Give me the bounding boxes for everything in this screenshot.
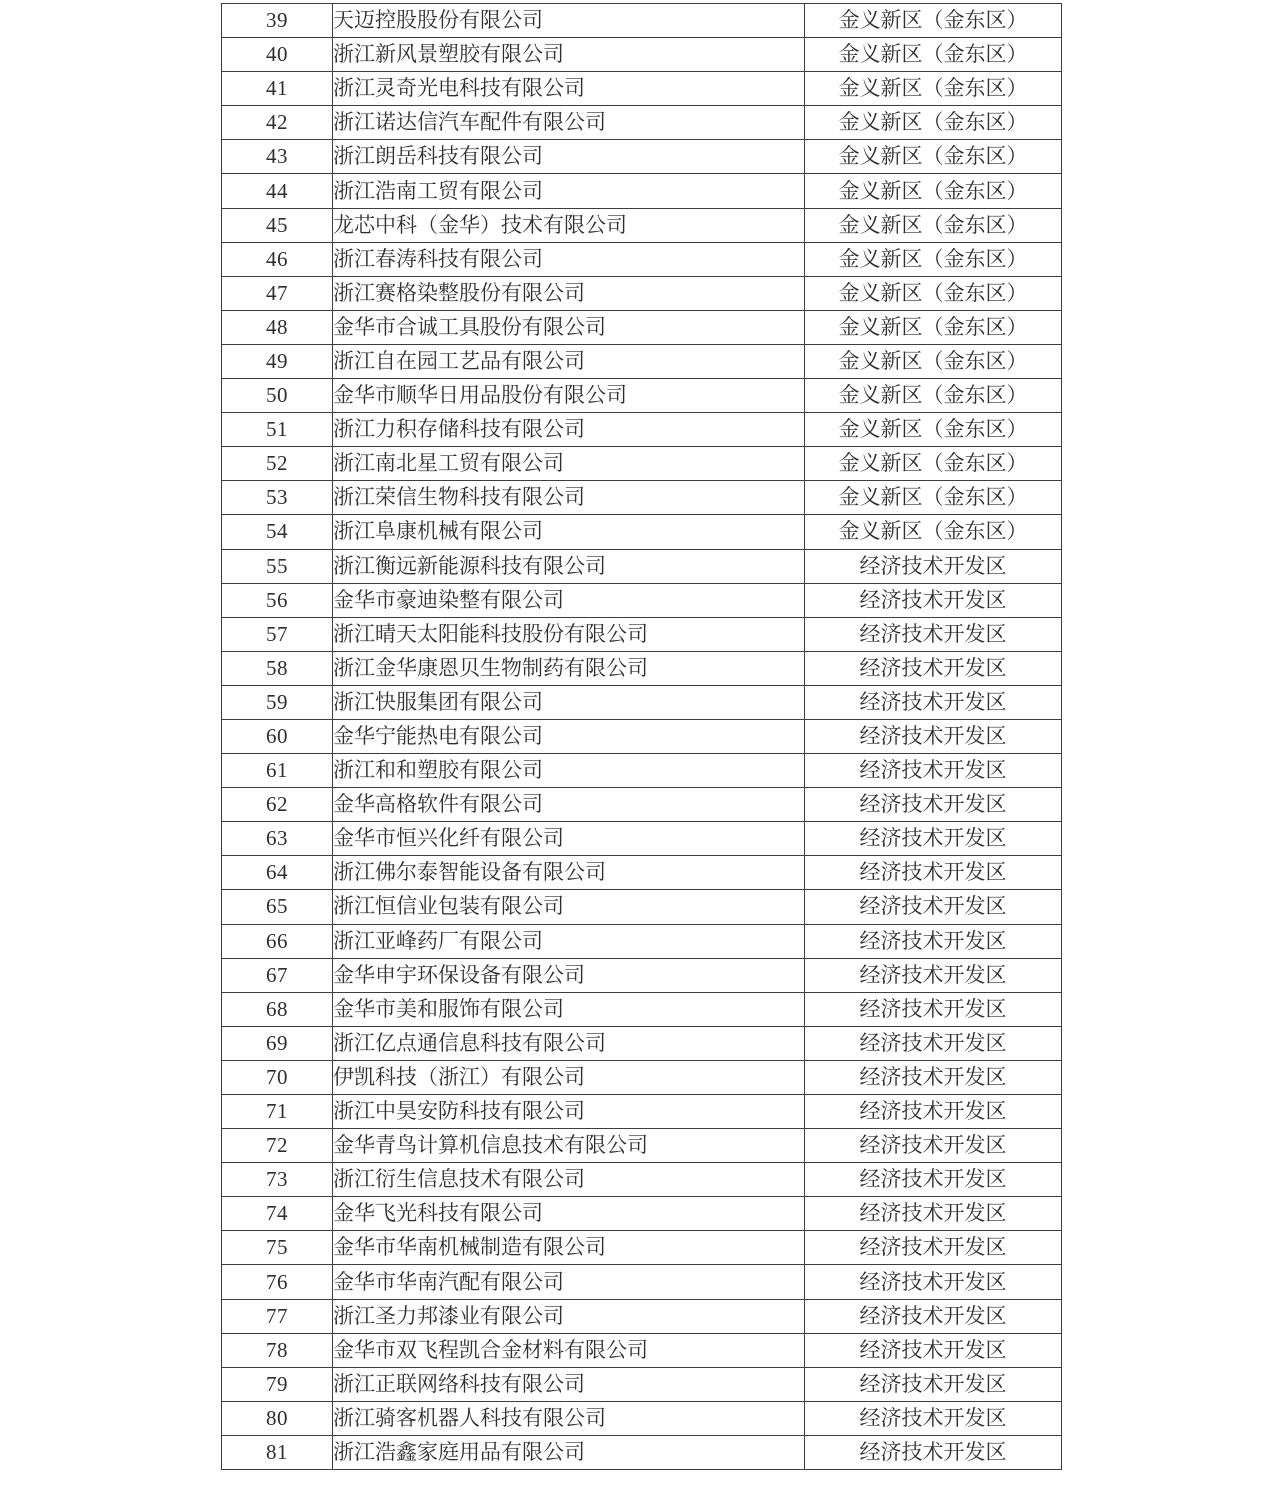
district-name-cell: 金义新区（金东区）: [805, 4, 1062, 38]
company-name-cell: 浙江自在园工艺品有限公司: [333, 344, 805, 378]
company-name-cell: 浙江诺达信汽车配件有限公司: [333, 106, 805, 140]
company-name-cell: 浙江金华康恩贝生物制药有限公司: [333, 651, 805, 685]
table-row: [222, 1401, 1062, 1435]
district-name-cell: 金义新区（金东区）: [805, 174, 1062, 208]
district-name-cell: 经济技术开发区: [805, 890, 1062, 924]
table-row: [222, 1299, 1062, 1333]
company-name-cell: 浙江新风景塑胶有限公司: [333, 38, 805, 72]
company-name-cell: 浙江朗岳科技有限公司: [333, 140, 805, 174]
table-row: [222, 992, 1062, 1026]
row-number-cell: 59: [222, 685, 333, 719]
table-row: [222, 72, 1062, 106]
row-number-cell: 71: [222, 1095, 333, 1129]
row-number-cell: 55: [222, 549, 333, 583]
row-number-cell: 51: [222, 413, 333, 447]
company-name-cell: 金华青鸟计算机信息技术有限公司: [333, 1129, 805, 1163]
table-row: [222, 344, 1062, 378]
table-row: [222, 413, 1062, 447]
row-number-cell: 68: [222, 992, 333, 1026]
company-list-table: [221, 3, 1062, 1470]
table-row: [222, 1265, 1062, 1299]
district-name-cell: 经济技术开发区: [805, 958, 1062, 992]
row-number-cell: 76: [222, 1265, 333, 1299]
company-name-cell: 浙江力积存储科技有限公司: [333, 413, 805, 447]
row-number-cell: 61: [222, 754, 333, 788]
company-name-cell: 浙江浩鑫家庭用品有限公司: [333, 1435, 805, 1469]
row-number-cell: 77: [222, 1299, 333, 1333]
district-name-cell: 经济技术开发区: [805, 1265, 1062, 1299]
company-name-cell: 金华市华南机械制造有限公司: [333, 1231, 805, 1265]
table-row: [222, 1163, 1062, 1197]
company-name-cell: 浙江佛尔泰智能设备有限公司: [333, 856, 805, 890]
company-name-cell: 浙江圣力邦漆业有限公司: [333, 1299, 805, 1333]
table-row: [222, 856, 1062, 890]
company-name-cell: 浙江正联网络科技有限公司: [333, 1367, 805, 1401]
row-number-cell: 72: [222, 1129, 333, 1163]
district-name-cell: 经济技术开发区: [805, 1129, 1062, 1163]
district-name-cell: 金义新区（金东区）: [805, 379, 1062, 413]
table-row: [222, 1333, 1062, 1367]
company-name-cell: 浙江骑客机器人科技有限公司: [333, 1401, 805, 1435]
company-name-cell: 金华市双飞程凯合金材料有限公司: [333, 1333, 805, 1367]
row-number-cell: 70: [222, 1060, 333, 1094]
district-name-cell: 金义新区（金东区）: [805, 481, 1062, 515]
district-name-cell: 经济技术开发区: [805, 1299, 1062, 1333]
table-row: [222, 617, 1062, 651]
district-name-cell: 经济技术开发区: [805, 1197, 1062, 1231]
row-number-cell: 39: [222, 4, 333, 38]
table-row: [222, 822, 1062, 856]
table-row: [222, 924, 1062, 958]
company-name-cell: 金华申宇环保设备有限公司: [333, 958, 805, 992]
district-name-cell: 金义新区（金东区）: [805, 242, 1062, 276]
company-name-cell: 金华飞光科技有限公司: [333, 1197, 805, 1231]
row-number-cell: 45: [222, 208, 333, 242]
district-name-cell: 金义新区（金东区）: [805, 72, 1062, 106]
table-row: [222, 583, 1062, 617]
table-row: [222, 549, 1062, 583]
row-number-cell: 58: [222, 651, 333, 685]
district-name-cell: 经济技术开发区: [805, 822, 1062, 856]
row-number-cell: 80: [222, 1401, 333, 1435]
row-number-cell: 73: [222, 1163, 333, 1197]
district-name-cell: 经济技术开发区: [805, 549, 1062, 583]
row-number-cell: 65: [222, 890, 333, 924]
row-number-cell: 42: [222, 106, 333, 140]
table-row: [222, 685, 1062, 719]
district-name-cell: 经济技术开发区: [805, 1026, 1062, 1060]
company-list-table-wrap: [221, 3, 1062, 1470]
row-number-cell: 41: [222, 72, 333, 106]
row-number-cell: 69: [222, 1026, 333, 1060]
company-name-cell: 龙芯中科（金华）技术有限公司: [333, 208, 805, 242]
company-name-cell: 浙江亿点通信息科技有限公司: [333, 1026, 805, 1060]
table-row: [222, 447, 1062, 481]
company-name-cell: 浙江荣信生物科技有限公司: [333, 481, 805, 515]
table-row: [222, 1231, 1062, 1265]
table-row: [222, 1129, 1062, 1163]
table-row: [222, 242, 1062, 276]
district-name-cell: 经济技术开发区: [805, 924, 1062, 958]
company-name-cell: 浙江和和塑胶有限公司: [333, 754, 805, 788]
district-name-cell: 经济技术开发区: [805, 754, 1062, 788]
company-name-cell: 浙江亚峰药厂有限公司: [333, 924, 805, 958]
row-number-cell: 66: [222, 924, 333, 958]
table-row: [222, 1060, 1062, 1094]
row-number-cell: 62: [222, 788, 333, 822]
district-name-cell: 经济技术开发区: [805, 788, 1062, 822]
row-number-cell: 44: [222, 174, 333, 208]
company-name-cell: 金华宁能热电有限公司: [333, 719, 805, 753]
district-name-cell: 经济技术开发区: [805, 1333, 1062, 1367]
district-name-cell: 经济技术开发区: [805, 1095, 1062, 1129]
company-name-cell: 浙江快服集团有限公司: [333, 685, 805, 719]
district-name-cell: 金义新区（金东区）: [805, 208, 1062, 242]
row-number-cell: 52: [222, 447, 333, 481]
table-row: [222, 276, 1062, 310]
table-row: [222, 481, 1062, 515]
table-row: [222, 1095, 1062, 1129]
company-name-cell: 金华高格软件有限公司: [333, 788, 805, 822]
company-name-cell: 金华市恒兴化纤有限公司: [333, 822, 805, 856]
row-number-cell: 48: [222, 310, 333, 344]
company-name-cell: 伊凯科技（浙江）有限公司: [333, 1060, 805, 1094]
district-name-cell: 经济技术开发区: [805, 651, 1062, 685]
company-name-cell: 浙江中昊安防科技有限公司: [333, 1095, 805, 1129]
company-name-cell: 金华市美和服饰有限公司: [333, 992, 805, 1026]
district-name-cell: 经济技术开发区: [805, 1401, 1062, 1435]
row-number-cell: 74: [222, 1197, 333, 1231]
table-row: [222, 515, 1062, 549]
row-number-cell: 75: [222, 1231, 333, 1265]
company-name-cell: 浙江南北星工贸有限公司: [333, 447, 805, 481]
row-number-cell: 49: [222, 344, 333, 378]
company-name-cell: 金华市顺华日用品股份有限公司: [333, 379, 805, 413]
row-number-cell: 56: [222, 583, 333, 617]
row-number-cell: 54: [222, 515, 333, 549]
district-name-cell: 金义新区（金东区）: [805, 310, 1062, 344]
table-row: [222, 1197, 1062, 1231]
company-name-cell: 浙江晴天太阳能科技股份有限公司: [333, 617, 805, 651]
company-name-cell: 浙江春涛科技有限公司: [333, 242, 805, 276]
company-name-cell: 金华市豪迪染整有限公司: [333, 583, 805, 617]
row-number-cell: 67: [222, 958, 333, 992]
company-name-cell: 浙江浩南工贸有限公司: [333, 174, 805, 208]
row-number-cell: 47: [222, 276, 333, 310]
table-row: [222, 379, 1062, 413]
table-row: [222, 890, 1062, 924]
table-row: [222, 208, 1062, 242]
table-row: [222, 106, 1062, 140]
company-name-cell: 金华市华南汽配有限公司: [333, 1265, 805, 1299]
district-name-cell: 金义新区（金东区）: [805, 344, 1062, 378]
company-name-cell: 浙江阜康机械有限公司: [333, 515, 805, 549]
district-name-cell: 金义新区（金东区）: [805, 38, 1062, 72]
company-name-cell: 浙江灵奇光电科技有限公司: [333, 72, 805, 106]
district-name-cell: 经济技术开发区: [805, 719, 1062, 753]
company-name-cell: 浙江衡远新能源科技有限公司: [333, 549, 805, 583]
row-number-cell: 81: [222, 1435, 333, 1469]
table-row: [222, 310, 1062, 344]
company-table-body: [222, 4, 1062, 1470]
row-number-cell: 63: [222, 822, 333, 856]
district-name-cell: 经济技术开发区: [805, 1163, 1062, 1197]
table-row: [222, 1367, 1062, 1401]
district-name-cell: 经济技术开发区: [805, 583, 1062, 617]
table-row: [222, 174, 1062, 208]
company-name-cell: 浙江赛格染整股份有限公司: [333, 276, 805, 310]
district-name-cell: 经济技术开发区: [805, 856, 1062, 890]
district-name-cell: 金义新区（金东区）: [805, 140, 1062, 174]
table-row: [222, 958, 1062, 992]
row-number-cell: 79: [222, 1367, 333, 1401]
table-row: [222, 38, 1062, 72]
table-row: [222, 4, 1062, 38]
district-name-cell: 经济技术开发区: [805, 1231, 1062, 1265]
company-name-cell: 浙江衍生信息技术有限公司: [333, 1163, 805, 1197]
table-row: [222, 1435, 1062, 1469]
table-row: [222, 719, 1062, 753]
district-name-cell: 经济技术开发区: [805, 685, 1062, 719]
table-row: [222, 651, 1062, 685]
row-number-cell: 60: [222, 719, 333, 753]
district-name-cell: 金义新区（金东区）: [805, 276, 1062, 310]
row-number-cell: 46: [222, 242, 333, 276]
table-row: [222, 1026, 1062, 1060]
district-name-cell: 经济技术开发区: [805, 992, 1062, 1026]
district-name-cell: 金义新区（金东区）: [805, 106, 1062, 140]
district-name-cell: 经济技术开发区: [805, 1367, 1062, 1401]
row-number-cell: 64: [222, 856, 333, 890]
row-number-cell: 40: [222, 38, 333, 72]
district-name-cell: 经济技术开发区: [805, 617, 1062, 651]
district-name-cell: 金义新区（金东区）: [805, 515, 1062, 549]
row-number-cell: 53: [222, 481, 333, 515]
table-row: [222, 140, 1062, 174]
row-number-cell: 78: [222, 1333, 333, 1367]
company-name-cell: 金华市合诚工具股份有限公司: [333, 310, 805, 344]
row-number-cell: 50: [222, 379, 333, 413]
district-name-cell: 金义新区（金东区）: [805, 413, 1062, 447]
district-name-cell: 经济技术开发区: [805, 1435, 1062, 1469]
row-number-cell: 57: [222, 617, 333, 651]
table-row: [222, 788, 1062, 822]
district-name-cell: 经济技术开发区: [805, 1060, 1062, 1094]
row-number-cell: 43: [222, 140, 333, 174]
company-name-cell: 天迈控股股份有限公司: [333, 4, 805, 38]
company-name-cell: 浙江恒信业包装有限公司: [333, 890, 805, 924]
district-name-cell: 金义新区（金东区）: [805, 447, 1062, 481]
table-row: [222, 754, 1062, 788]
